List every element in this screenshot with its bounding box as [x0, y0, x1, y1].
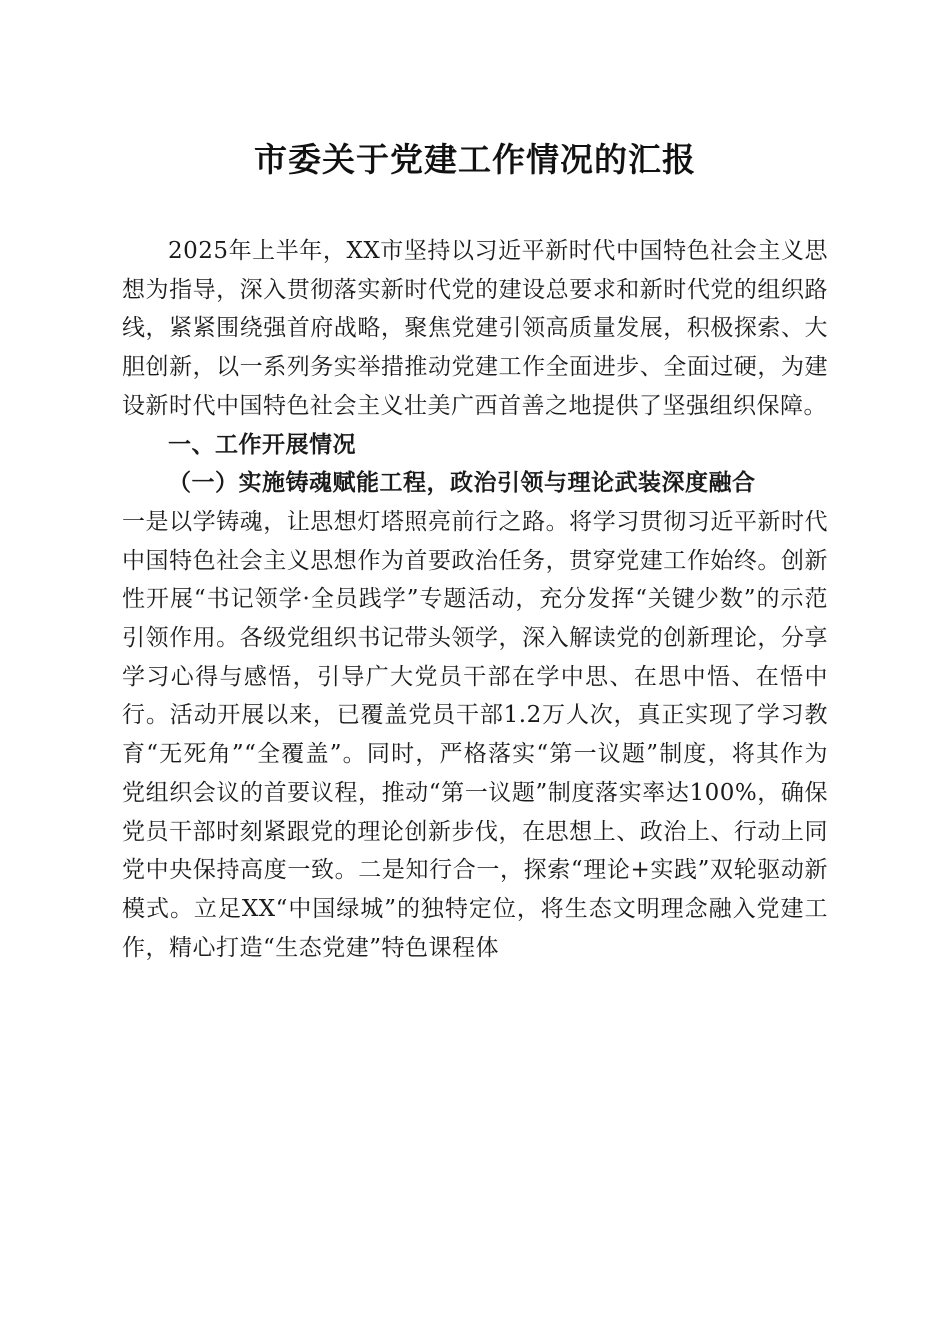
subsection-heading: （一）实施铸魂赋能工程，政治引领与理论武装深度融合 [168, 469, 756, 497]
document-body [122, 232, 828, 967]
section-heading: 一、工作开展情况 [168, 431, 356, 458]
intro-paragraph: 2025年上半年，XX市坚持以习近平新时代中国特色社会主义思想为指导，深入贯彻落实新时代党的建设总要求和新时代党的组织路线，紧紧围绕强首府战略，聚焦党建引领高质量发展，积极探索、大胆创新，以一系列务实举措推动党建工作全面进步、全面过硬，为建设新时代中国特色社会主义壮美广西首善之地提供了坚强组织保障。 [122, 238, 828, 419]
document-title: 市委关于党建工作情况的汇报 [254, 140, 696, 179]
subsection-paragraph: 一是以学铸魂，让思想灯塔照亮前行之路。将学习贯彻习近平新时代中国特色社会主义思想作为首要政治任务，贯穿党建工作始终。创新性开展“书记领学·全员践学”专题活动，充分发挥“关键少数”的示范引领作用。各级党组织书记带头领学，深入解读党的创新理论，分享学习心得与感悟，引导广大党员干部在学中思、在思中悟、在悟中行。活动开展以来，已覆盖党员干部1.2万人次，真正实现了学习教育“无死角”“全覆盖”。同时，严格落实“第一议题”制度，将其作为党组织会议的首要议程，推动“第一议题”制度落实率达100%，确保党员干部时刻紧跟党的理论创新步伐，在思想上、政治上、行动上同党中央保持高度一致。二是知行合一，探索“理论+实践”双轮驱动新模式。立足XX“中国绿城”的独特定位，将生态文明理念融入党建工作，精心打造“生态党建”特色课程体 [122, 508, 828, 961]
